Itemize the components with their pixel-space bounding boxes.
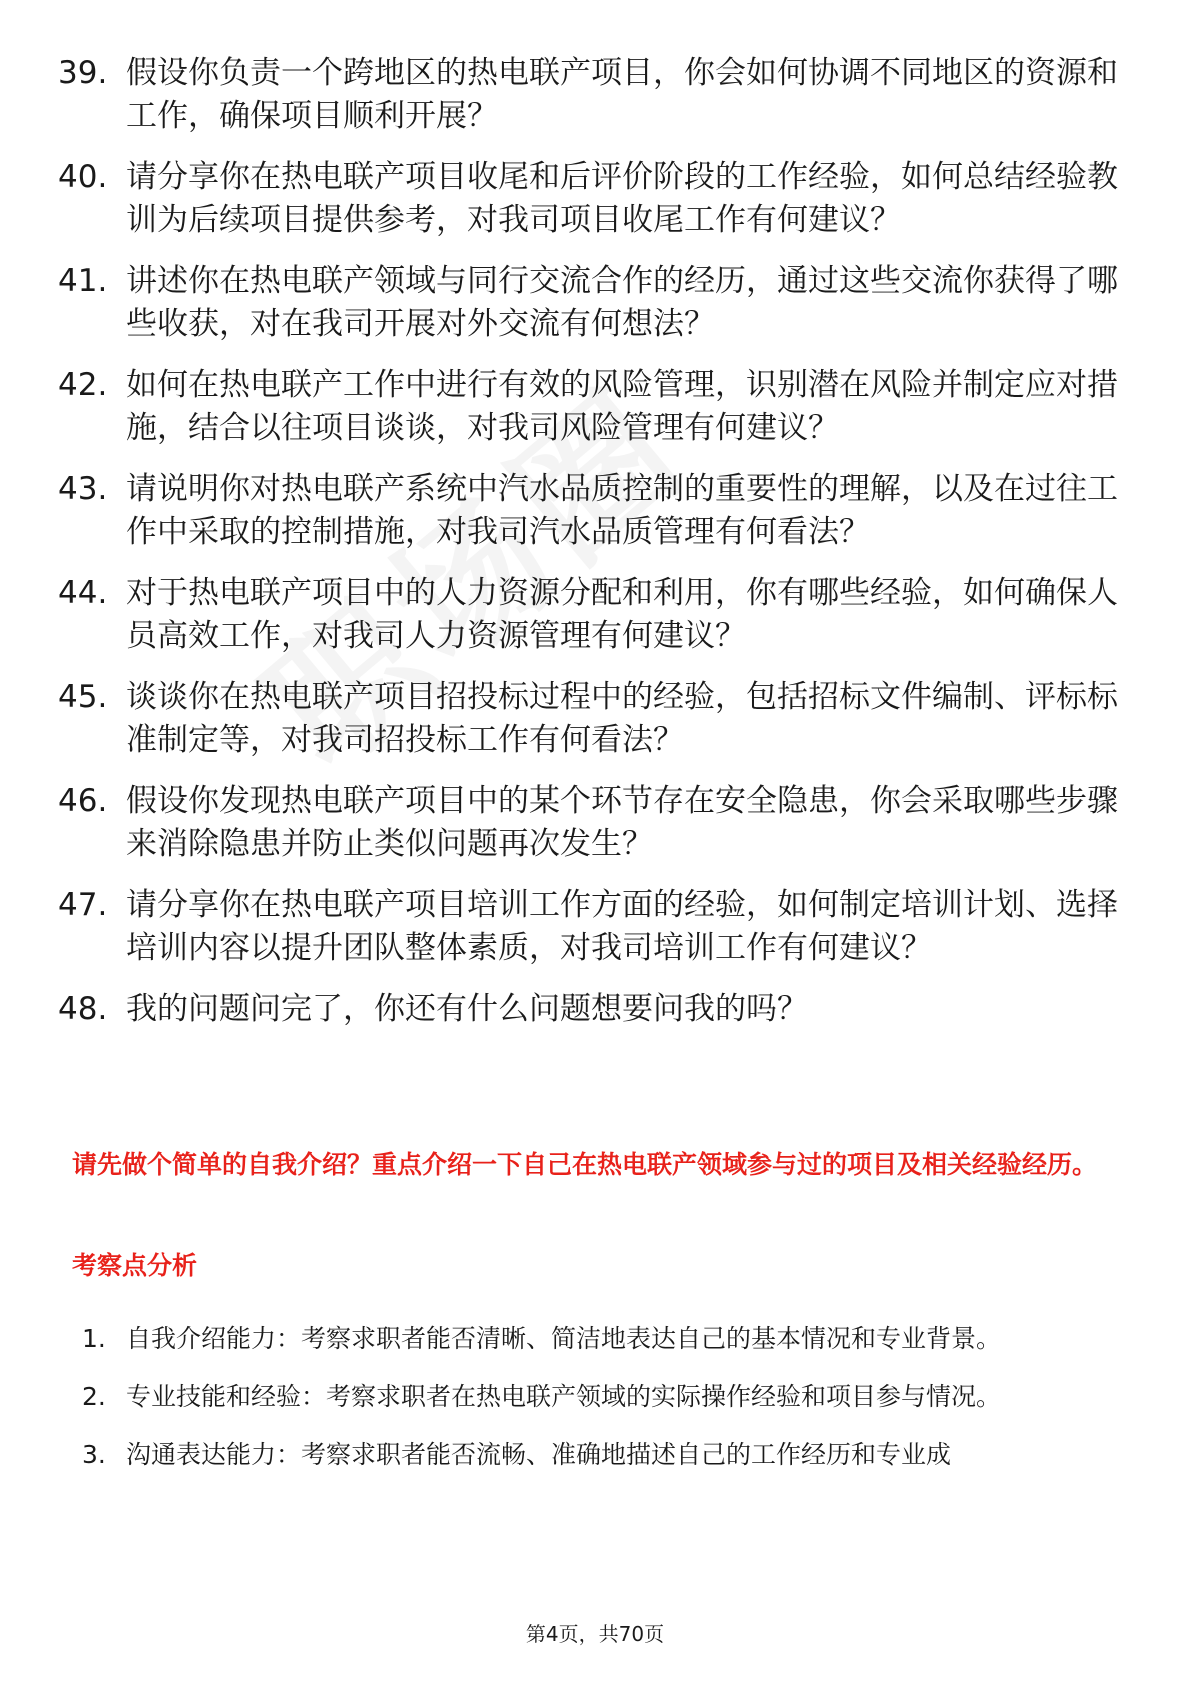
question-text: 讲述你在热电联产领域与同行交流合作的经历，通过这些交流你获得了哪些收获，对在我司开展对外交流有何想法？ bbox=[126, 263, 1118, 342]
question-number: 39. bbox=[58, 55, 108, 91]
question-text: 请说明你对热电联产系统中汽水品质控制的重要性的理解，以及在过往工作中采取的控制措施，对我司汽水品质管理有何看法？ bbox=[126, 471, 1118, 550]
question-text: 对于热电联产项目中的人力资源分配和利用，你有哪些经验，如何确保人员高效工作，对我司人力资源管理有何建议？ bbox=[126, 575, 1118, 654]
question-item bbox=[58, 364, 1138, 450]
question-item bbox=[58, 572, 1138, 658]
page-footer: 第4页，共70页 bbox=[525, 1622, 665, 1646]
question-number: 42. bbox=[58, 367, 108, 403]
analysis-point-number: 1. bbox=[82, 1324, 106, 1353]
question-list bbox=[58, 52, 1138, 1049]
analysis-point-list bbox=[82, 1310, 1102, 1484]
question-text: 请分享你在热电联产项目培训工作方面的经验，如何制定培训计划、选择培训内容以提升团队整体素质，对我司培训工作有何建议？ bbox=[126, 887, 1118, 966]
question-item bbox=[58, 988, 1138, 1031]
analysis-point-number: 3. bbox=[82, 1440, 106, 1469]
question-item bbox=[58, 468, 1138, 554]
question-text: 请分享你在热电联产项目收尾和后评价阶段的工作经验，如何总结经验教训为后续项目提供参考，对我司项目收尾工作有何建议？ bbox=[126, 159, 1118, 238]
analysis-point bbox=[82, 1426, 1102, 1484]
question-text: 假设你发现热电联产项目中的某个环节存在安全隐患，你会采取哪些步骤来消除隐患并防止类似问题再次发生？ bbox=[126, 783, 1118, 862]
question-number: 44. bbox=[58, 575, 108, 611]
analysis-point-text: 沟通表达能力：考察求职者能否流畅、准确地描述自己的工作经历和专业成 bbox=[126, 1440, 952, 1469]
question-item bbox=[58, 52, 1138, 138]
analysis-point bbox=[82, 1310, 1102, 1368]
question-number: 47. bbox=[58, 887, 108, 923]
analysis-point-text: 自我介绍能力：考察求职者能否清晰、简洁地表达自己的基本情况和专业背景。 bbox=[126, 1324, 1002, 1353]
question-number: 41. bbox=[58, 263, 108, 299]
question-item bbox=[58, 676, 1138, 762]
question-number: 40. bbox=[58, 159, 108, 195]
question-number: 46. bbox=[58, 783, 108, 819]
question-item bbox=[58, 260, 1138, 346]
question-text: 假设你负责一个跨地区的热电联产项目，你会如何协调不同地区的资源和工作，确保项目顺利开展？ bbox=[126, 55, 1118, 134]
analysis-point-text: 专业技能和经验：考察求职者在热电联产领域的实际操作经验和项目参与情况。 bbox=[126, 1382, 1002, 1411]
question-number: 45. bbox=[58, 679, 108, 715]
analysis-point bbox=[82, 1368, 1102, 1426]
analysis-point-number: 2. bbox=[82, 1382, 106, 1411]
question-item bbox=[58, 780, 1138, 866]
question-item bbox=[58, 884, 1138, 970]
question-item bbox=[58, 156, 1138, 242]
question-text: 如何在热电联产工作中进行有效的风险管理，识别潜在风险并制定应对措施，结合以往项目谈谈，对我司风险管理有何建议？ bbox=[126, 367, 1118, 446]
question-text: 谈谈你在热电联产项目招投标过程中的经验，包括招标文件编制、评标标准制定等，对我司招投标工作有何看法？ bbox=[126, 679, 1118, 758]
question-number: 48. bbox=[58, 991, 108, 1027]
intro-question: 请先做个简单的自我介绍？重点介绍一下自己在热电联产领域参与过的项目及相关经验经历。 bbox=[72, 1150, 1098, 1179]
question-text: 我的问题问完了，你还有什么问题想要问我的吗？ bbox=[126, 991, 808, 1027]
question-number: 43. bbox=[58, 471, 108, 507]
analysis-title: 考察点分析 bbox=[72, 1251, 198, 1280]
